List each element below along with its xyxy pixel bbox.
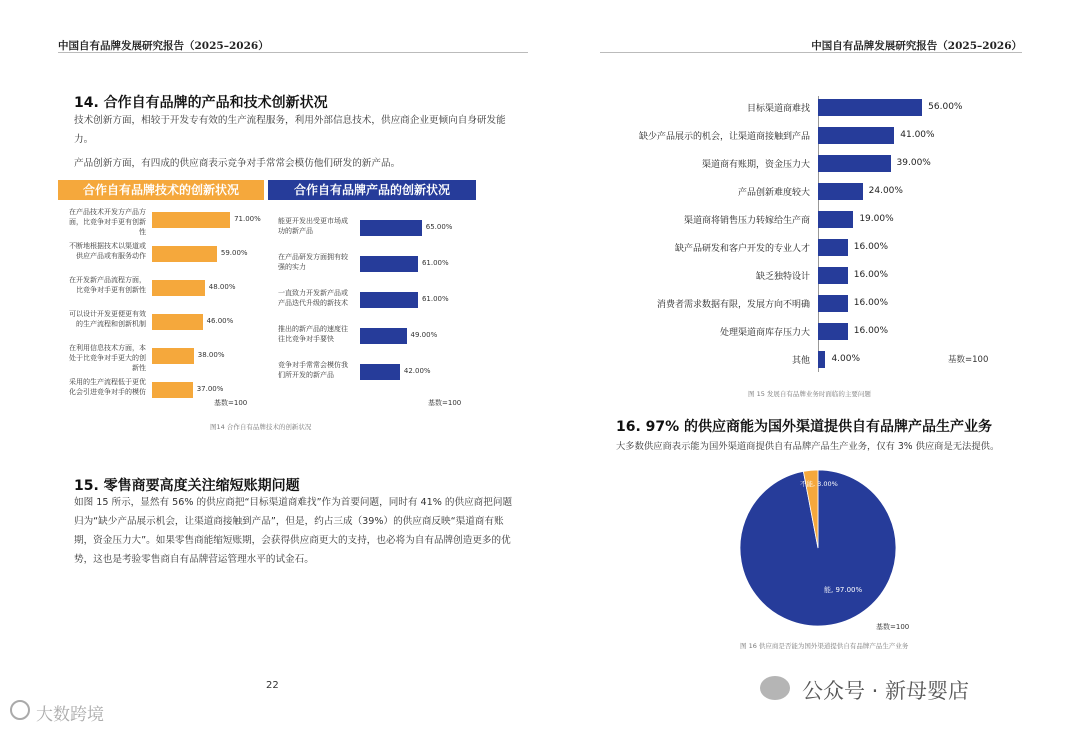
issue-bar-value: 56.00%: [928, 102, 963, 112]
issue-bar-label: 消费者需求数据有限，发展方向不明确: [656, 300, 810, 310]
tech-bar-value: 71.00%: [234, 215, 261, 223]
tech-bar-value: 38.00%: [197, 351, 225, 359]
section-14-para-1: 技术创新方面，相较于开发专有效的生产流程服务，利用外部信息技术，供应商企业更倾向自身研发能力。: [74, 115, 506, 145]
tech-bar: [152, 314, 203, 330]
tech-bar-label: 可以设计开发更便更有效的生产流程和创新机制: [69, 310, 146, 328]
issue-bar-value: 41.00%: [900, 130, 935, 140]
issue-bar: [818, 351, 825, 368]
watermark-logo-icon: [10, 700, 30, 720]
issues-base-note: 基数=100: [948, 355, 989, 365]
issue-bar: [818, 211, 853, 228]
issue-bar-label: 缺乏独特设计: [755, 272, 810, 282]
tech-bar-label: 采用的生产流程低于更优化会引进竞争对手的模仿: [69, 378, 146, 396]
product-bar-value: 65.00%: [425, 223, 453, 231]
product-bar-label: 一直致力开发新产品或产品迭代升级的新技术: [278, 289, 348, 307]
issue-bar-value: 39.00%: [896, 158, 931, 168]
figure-16-caption: 图 16 供应商是否能为国外渠道提供自有品牌产品生产业务: [740, 642, 909, 650]
product-bar-label: 能更开发出受更市场成功的新产品: [278, 217, 348, 235]
section-14-para-2: 产品创新方面，有四成的供应商表示竞争对手常常会模仿他们研发的新产品。: [74, 158, 401, 169]
supplier-capability-pie: [738, 468, 898, 628]
tech-bar-value: 37.00%: [196, 385, 224, 393]
tech-bar-label: 不断地根据技术以渠道或供应产品或有服务动作: [69, 242, 146, 260]
product-panel-heading: 合作自有品牌产品的创新状况: [268, 180, 476, 200]
product-base-note: 基数=100: [428, 399, 462, 407]
figure-15-caption: 图 15 发展自有品牌业务时面临的主要问题: [748, 390, 871, 398]
figure-14-caption: 图14 合作自有品牌技术的创新状况: [210, 423, 312, 431]
product-bar-label: 在产品研发方面拥有较强的实力: [278, 253, 348, 271]
section-15-title: 15. 零售商要高度关注缩短账期问题: [74, 478, 300, 494]
issue-bar-label: 渠道商有账期，资金压力大: [701, 160, 810, 170]
wechat-icon: [760, 676, 790, 700]
product-bar-label: 推出的新产品的速度往往比竞争对手要快: [278, 325, 348, 343]
issue-bar: [818, 99, 922, 116]
product-bar-value: 49.00%: [410, 331, 438, 339]
left-page-header: 中国自有品牌发展研究报告（2025–2026）: [58, 40, 269, 52]
product-bar-value: 61.00%: [421, 259, 449, 267]
issue-bar-value: 19.00%: [859, 214, 894, 224]
tech-bar: [152, 348, 194, 364]
issue-bar-label: 目标渠道商难找: [746, 104, 810, 114]
issue-bar-value: 16.00%: [853, 298, 889, 308]
issue-bar-value: 4.00%: [831, 354, 861, 364]
issue-bar-label: 产品创新难度较大: [737, 188, 810, 198]
product-bar: [360, 364, 400, 380]
issue-bar: [818, 127, 894, 144]
issue-bar: [818, 295, 848, 312]
watermark-left: 大数跨境: [36, 705, 104, 725]
tech-base-note: 基数=100: [214, 399, 248, 407]
product-bar: [360, 220, 422, 236]
section-15-para: 如图 15 所示，显然有 56% 的供应商把“目标渠道商难找”作为首要问题，同时有 41% 的供应商把问题归为“缺少产品展示机会，让渠道商接触到产品”，但是，约占三成（39%）的供应商反映“渠道商有账期，资金压力大”。如果零售商能缩短账期，会获得供应商更大的支持，也必将为自有品牌创造更多的优势，这也是考验零售商自有品牌营运管理水平的试金石。: [74, 497, 513, 565]
tech-bar: [152, 280, 205, 296]
issue-bar: [818, 323, 848, 340]
section-16-title: 16. 97% 的供应商能为国外渠道提供自有品牌产品生产业务: [616, 419, 993, 435]
product-bar: [360, 256, 418, 272]
pie-label-yes: 能, 97.00%: [824, 586, 863, 594]
issue-bar: [818, 239, 848, 256]
tech-panel-heading: 合作自有品牌技术的创新状况: [58, 180, 264, 200]
section-16-para: 大多数供应商表示能为国外渠道商提供自有品牌产品生产业务，仅有 3% 供应商是无法提供。: [616, 441, 1000, 452]
watermark-right: 公众号 · 新母婴店: [802, 679, 970, 703]
issue-bar-label: 处理渠道商库存压力大: [719, 328, 810, 338]
product-bar: [360, 328, 407, 344]
product-bar-label: 竞争对手常常会模仿我们所开发的新产品: [278, 361, 348, 379]
issue-bar-label: 缺少产品展示的机会，让渠道商接触到产品: [638, 132, 810, 142]
tech-bar: [152, 246, 217, 262]
tech-bar-value: 46.00%: [206, 317, 234, 325]
issue-bar: [818, 155, 891, 172]
issue-bar-label: 渠道商将销售压力转嫁给生产商: [683, 216, 810, 226]
tech-bar-label: 在产品技术开发方产品方面，比竞争对手更有创新性: [69, 208, 146, 236]
issue-bar-label: 其他: [791, 356, 810, 366]
tech-bar-label: 在开发新产品流程方面，比竞争对手更有创新性: [69, 276, 146, 294]
issue-bar: [818, 267, 848, 284]
tech-bar: [152, 382, 193, 398]
tech-bar: [152, 212, 230, 228]
product-bar-value: 42.00%: [403, 367, 431, 375]
issue-bar-value: 16.00%: [853, 270, 889, 280]
issue-bar: [818, 183, 863, 200]
tech-bar-value: 59.00%: [220, 249, 248, 257]
left-header-rule: [58, 52, 528, 53]
product-bar: [360, 292, 418, 308]
right-header-rule: [600, 52, 1022, 53]
tech-bar-label: 在利用信息技术方面，本处于比竞争对手更大的创新性: [69, 344, 146, 372]
product-bar-value: 61.00%: [421, 295, 449, 303]
section-14-title: 14. 合作自有品牌的产品和技术创新状况: [74, 95, 328, 111]
issue-bar-value: 16.00%: [853, 242, 889, 252]
issue-bar-value: 24.00%: [868, 186, 903, 196]
issue-bar-label: 缺产品研发和客户开发的专业人才: [674, 244, 810, 254]
pie-base-note: 基数=100: [876, 623, 910, 631]
page-number-left: 22: [266, 680, 279, 691]
right-page-header: 中国自有品牌发展研究报告（2025–2026）: [811, 40, 1022, 52]
pie-label-no: 不能, 3.00%: [800, 480, 838, 488]
tech-bar-value: 48.00%: [208, 283, 236, 291]
issue-bar-value: 16.00%: [853, 326, 889, 336]
